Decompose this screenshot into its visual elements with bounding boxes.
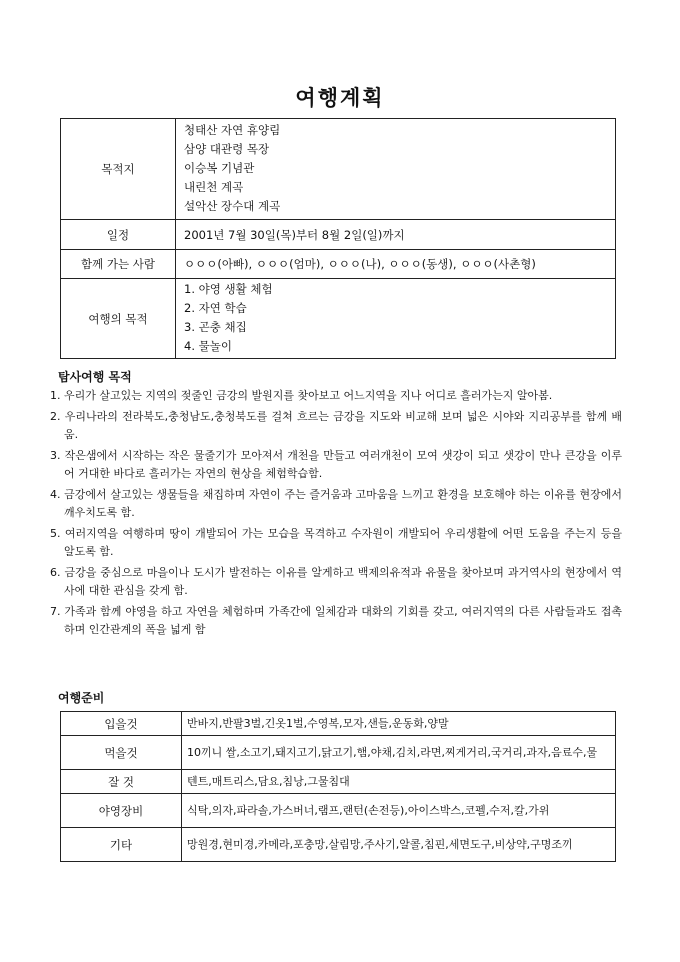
purpose-item: 3. 곤충 채집 [184,320,247,334]
companions-row [61,250,616,279]
purpose-label: 여행의 목적 [61,279,176,359]
purpose-item: 1. 야영 생활 체험 [184,282,273,296]
prep-value: 반바지,반팔3벌,긴옷1벌,수영복,모자,샌들,운동화,양말 [182,712,616,736]
prep-value: 망원경,현미경,카메라,포충망,살림망,주사기,알콜,침핀,세면도구,비상약,구명조끼 [182,828,616,862]
destination-item: 내린천 계곡 [184,180,244,194]
destination-list [176,119,616,220]
destination-item: 이승복 기념관 [184,161,255,175]
destination-item: 설악산 장수대 계곡 [184,199,281,213]
goals-heading: 탐사여행 목적 [58,370,132,384]
companions-label: 함께 가는 사람 [61,250,176,279]
prep-row [61,770,616,794]
schedule-row [61,220,616,250]
prep-label: 먹을것 [61,736,182,770]
prep-value: 10끼니 쌀,소고기,돼지고기,닭고기,햄,야채,김치,라면,찌게거리,국거리,과자,음료수,물 [182,736,616,770]
prep-value: 식탁,의자,파라솔,가스버너,램프,랜턴(손전등),아이스박스,코펠,수저,칼,가위 [182,794,616,828]
goal-item: 7. 가족과 함께 야영을 하고 자연을 체험하며 가족간에 일체감과 대화의 기회를 갖고, 여러지역의 다른 사람들과도 접촉하며 인간관계의 폭을 넓게 함 [50,604,622,636]
goal-item: 2. 우리나라의 전라북도,충청남도,충청북도를 걸쳐 흐르는 금강을 지도와 비교해 보며 넓은 시야와 지리공부를 함께 배움. [50,409,622,441]
schedule-value: 2001년 7월 30일(목)부터 8월 2일(일)까지 [176,220,616,250]
purpose-row [61,279,616,359]
destination-item: 삼양 대관령 목장 [184,142,270,156]
prep-label: 잘 것 [61,770,182,794]
prep-label: 야영장비 [61,794,182,828]
companions-value: ㅇㅇㅇ(아빠), ㅇㅇㅇ(엄마), ㅇㅇㅇ(나), ㅇㅇㅇ(동생), ㅇㅇㅇ(사촌형) [176,250,616,279]
destination-label: 목적지 [61,119,176,220]
preparation-table [60,711,616,862]
purpose-item: 4. 물놀이 [184,339,232,353]
purpose-item: 2. 자연 학습 [184,301,247,315]
prep-label: 기타 [61,828,182,862]
prep-row [61,712,616,736]
prep-label: 입을것 [61,712,182,736]
schedule-label: 일정 [61,220,176,250]
plan-table [60,118,616,359]
prep-row [61,736,616,770]
goals-list [50,387,622,642]
prep-row [61,828,616,862]
goal-item: 1. 우리가 살고있는 지역의 젖줄인 금강의 발원지를 찾아보고 어느지역을 지나 어디로 흘러가는지 알아봄. [50,389,553,402]
goal-item: 6. 금강을 중심으로 마을이나 도시가 발전하는 이유를 알게하고 백제의유적과 유물을 찾아보며 과거역사의 현장에서 역사에 대한 관심을 갖게 함. [50,565,622,597]
goal-item: 5. 여러지역을 여행하며 땅이 개발되어 가는 모습을 목격하고 수자원이 개발되어 우리생활에 어떤 도움을 주는지 등을 알도록 함. [50,526,622,558]
destination-item: 청태산 자연 휴양림 [184,123,281,137]
prep-value: 텐트,매트리스,담요,침낭,그물침대 [182,770,616,794]
destination-row [61,119,616,220]
goal-item: 3. 작은샘에서 시작하는 작은 물줄기가 모아져서 개천을 만들고 여러개천이 모여 샛강이 되고 샛강이 만나 큰강을 이루어 거대한 바다로 흘러가는 자연의 현상을 체험학습함. [50,448,622,480]
prep-row [61,794,616,828]
purpose-list [176,279,616,359]
preparation-heading: 여행준비 [58,691,105,705]
goal-item: 4. 금강에서 살고있는 생물들을 채집하며 자연이 주는 즐거움과 고마움을 느끼고 환경을 보호해야 하는 이유를 현장에서 깨우치도록 함. [50,487,622,519]
page-title: 여행계획 [295,85,385,110]
